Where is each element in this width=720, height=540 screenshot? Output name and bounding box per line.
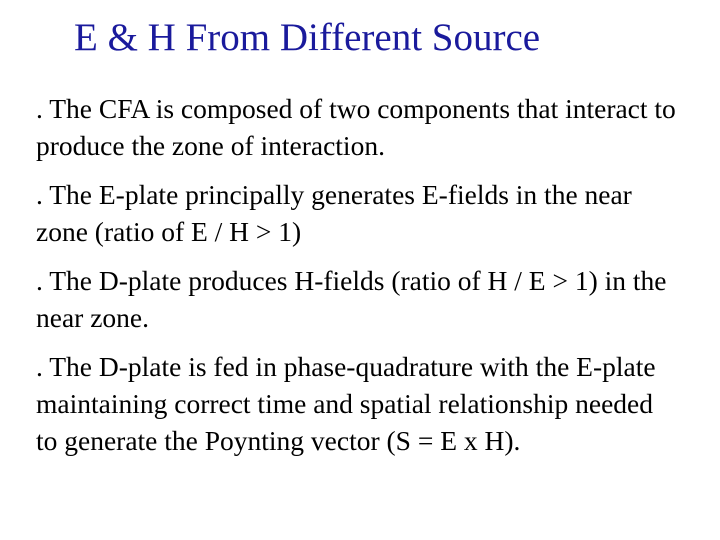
bullet-item-d-plate: . The D-plate produces H-fields (ratio of H / E > 1) in the near zone. <box>36 265 667 333</box>
bullet-item-phase-quadrature: . The D-plate is fed in phase-quadrature with the E-plate maintaining correct time and spatial relationship needed to generate the Poynting vector (S = E x H). <box>36 351 656 456</box>
slide-title: E & H From Different Source <box>74 16 541 59</box>
bullet-item-e-plate: . The E-plate principally generates E-fields in the near zone (ratio of E / H > 1) <box>36 179 632 247</box>
bullet-list <box>36 90 676 471</box>
bullet-item-cfa-components: . The CFA is composed of two components that interact to produce the zone of interaction. <box>36 93 676 161</box>
